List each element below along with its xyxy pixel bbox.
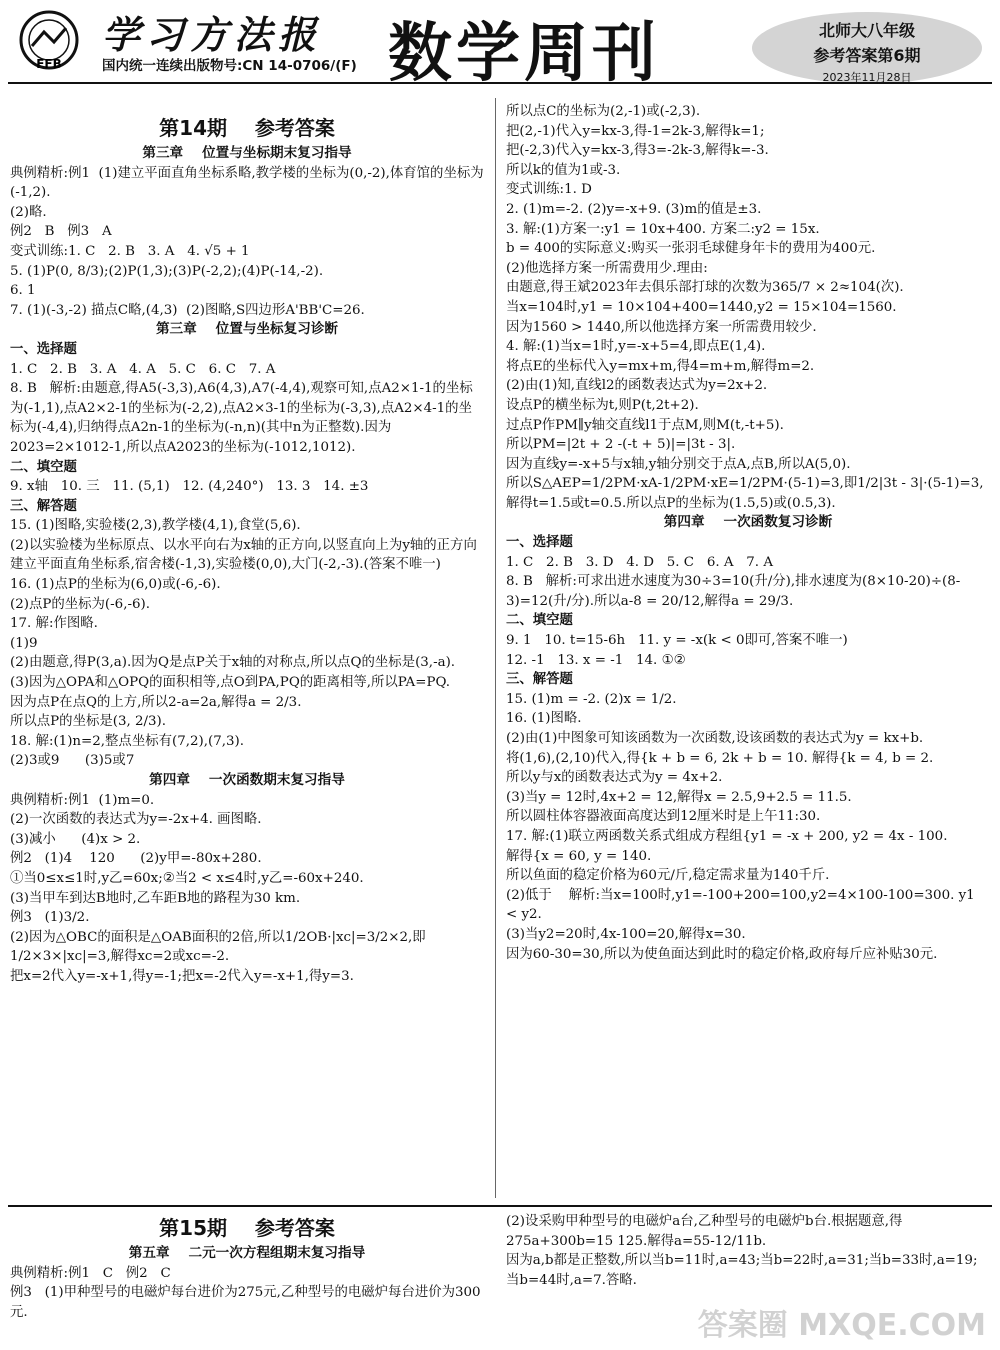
answer-paragraph: 9. x轴 10. 三 11. (5,1) 12. (4,240°) 13. 3 14. ±3: [10, 479, 369, 495]
edition-issue: 参考答案第6期: [813, 46, 921, 65]
answer-paragraph: 解得{x = 60, y = 140.: [506, 848, 652, 864]
answer-paragraph: 例3 (1)3/2.: [10, 910, 90, 926]
answer-paragraph: 例2 (1)4 120 (2)y甲=-80x+280.: [10, 851, 262, 867]
section-title: 第14期 参考答案: [159, 116, 335, 140]
subsection-heading: 二、填空题: [10, 459, 77, 475]
answer-paragraph: 所以圆柱体容器液面高度达到12厘米时是上午11:30.: [506, 809, 821, 825]
answer-paragraph: (2)因为△OBC的面积是△OAB面积的2倍,所以1/2OB·|xc|=3/2×2,即1/2×3×|xc|=3,解得xc=2或xc=-2.: [10, 929, 426, 965]
answer-paragraph: 所以鱼面的稳定价格为60元/斤,稳定需求量为140千斤.: [506, 868, 830, 884]
answer-paragraph: (3)当甲车到达B地时,乙车距B地的路程为30 km.: [10, 890, 301, 906]
chapter-heading: 第三章 位置与坐标期末复习指导: [142, 145, 352, 161]
answer-paragraph: 3. 解:(1)方案一:y1 = 10x+400. 方案二:y2 = 15x.: [506, 221, 820, 237]
answer-paragraph: 所以y与x的函数表达式为y = 4x+2.: [506, 770, 723, 786]
answer-paragraph: 所以PM=|2t + 2 -(-t + 5)|=|3t - 3|.: [506, 437, 736, 453]
answer-paragraph: (2)一次函数的表达式为y=-2x+4. 画图略.: [10, 812, 262, 828]
answer-paragraph: (2)由题意,得P(3,a).因为Q是点P关于x轴的对称点,所以点Q的坐标是(3,-a).: [10, 655, 456, 671]
answer-paragraph: (1)9: [10, 635, 38, 651]
answer-paragraph: 4. 解:(1)当x=1时,y=-x+5=4,即点E(1,4).: [506, 339, 766, 355]
answer-paragraph: 所以点C的坐标为(2,-1)或(-2,3).: [506, 104, 701, 119]
answer-paragraph: 所以S△AEP=1/2PM·xA-1/2PM·xE=1/2PM·(5-1)=3,即1/2|3t - 3|·(5-1)=3,解得t=1.5或t=0.5.所以点P的坐标为(1.5,5)或(0.5,3).: [506, 476, 984, 511]
edition-date: 2023年11月28日: [822, 71, 912, 84]
issn-line: 国内统一连续出版物号:CN 14-0706/(F): [102, 58, 357, 74]
answer-paragraph: 设点P的横坐标为t,则P(t,2t+2).: [506, 397, 699, 413]
answer-paragraph: 将(1,6),(2,10)代入,得{k + b = 6, 2k + b = 10. 解得{k = 4, b = 2.: [506, 750, 934, 766]
answer-paragraph: 例2 B 例3 A: [10, 224, 112, 240]
paper-title: 数学周刊: [388, 17, 660, 91]
answer-paragraph: 9. 1 10. t=15-6h 11. y = -x(k < 0即可,答案不唯一): [506, 633, 848, 649]
answer-paragraph: 因为直线y=-x+5与x轴,y轴分别交于点A,点B,所以A(5,0).: [506, 456, 851, 472]
answer-paragraph: 2. (1)m=-2. (2)y=-x+9. (3)m的值是±3.: [506, 201, 762, 217]
answer-paragraph: (2)低于 解析:当x=100时,y1=-100+200=100,y2=4×100-100=300. y1 < y2.: [506, 887, 979, 923]
answer-paragraph: 因为a,b都是正整数,所以当b=11时,a=43;当b=22时,a=31;当b=33时,a=19;当b=44时,a=7.答略.: [506, 1253, 978, 1288]
subsection-heading: 三、解答题: [506, 672, 573, 688]
answer-paragraph: 所以k的值为1或-3.: [506, 162, 621, 178]
answer-paragraph: 12. -1 13. x = -1 14. ①②: [506, 652, 686, 668]
answer-paragraph: 把(-2,3)代入y=kx-3,得3=-2k-3,解得k=-3.: [506, 143, 769, 159]
answer-paragraph: 17. 解:(1)联立两函数关系式组成方程组{y1 = -x + 200, y2 = 4x - 100.: [506, 828, 948, 844]
answer-paragraph: 因为点P在点Q的上方,所以2-a=2a,解得a = 2/3.: [10, 694, 302, 710]
subsection-heading: 一、选择题: [10, 341, 77, 357]
svg-text:FFB: FFB: [36, 57, 62, 71]
answer-paragraph: 8. B 解析:由题意,得A5(-3,3),A6(4,3),A7(-4,4),观察可知,点A2×1-1的坐标为(-1,1),点A2×2-1的坐标为(-2,2),点A2×3-1的坐标为(-3,3),点A2×4-1的坐标为(-4,4),归纳得点A2n-1的坐标为(-n,n)(其中n为正整数).因为2023=2×1012-1,所以点A2023的坐标为(-1012,1012).: [10, 381, 473, 455]
answer-paragraph: 1. C 2. B 3. D 4. D 5. C 6. A 7. A: [506, 554, 773, 570]
chapter-heading: 第四章 一次函数期末复习指导: [149, 772, 345, 788]
answer-paragraph: 典例精析:例1 (1)建立平面直角坐标系略,教学楼的坐标为(0,-2),体育馆的坐标为(-1,2).: [10, 165, 484, 201]
answer-paragraph: 5. (1)P(0, 8/3);(2)P(1,3);(3)P(-2,2);(4)P(-14,-2).: [10, 263, 324, 279]
answer-paragraph: 15. (1)图略,实验楼(2,3),教学楼(4,1),食堂(5,6).: [10, 518, 301, 534]
answer-paragraph: 1. C 2. B 3. A 4. A 5. C 6. C 7. A: [10, 361, 276, 377]
edition-grade: 北师大八年级: [818, 21, 915, 40]
answer-paragraph: (3)当y = 12时,4x+2 = 12,解得x = 2.5,9+2.5 = 11.5.: [506, 789, 852, 805]
subsection-heading: 二、填空题: [506, 613, 573, 629]
bottom-left-column: [10, 1212, 484, 1322]
answer-paragraph: (3)因为△OPA和△OPQ的面积相等,点O到PA,PQ的距离相等,所以PA=PQ.: [10, 675, 451, 691]
answer-paragraph: ①当0≤x≤1时,y乙=60x;②当2 < x≤4时,y乙=-60x+240.: [10, 870, 364, 886]
chapter-heading: 第四章 一次函数复习诊断: [663, 514, 833, 531]
answer-paragraph: 18. 解:(1)n=2,整点坐标有(7,2),(7,3).: [10, 733, 244, 749]
answer-paragraph: 因为1560 > 1440,所以他选择方案一所需费用较少.: [506, 319, 817, 335]
section-title: 第15期 参考答案: [159, 1216, 335, 1240]
answer-paragraph: 当x=104时,y1 = 10×104+400=1440,y2 = 15×104=1560.: [506, 299, 897, 315]
subsection-heading: 三、解答题: [10, 498, 77, 514]
chapter-heading: 第五章 二元一次方程组期末复习指导: [128, 1245, 366, 1261]
answer-paragraph: 17. 解:作图略.: [10, 616, 98, 632]
masthead-rule: [8, 82, 992, 84]
subsection-heading: 一、选择题: [506, 535, 573, 551]
chapter-heading: 第三章 位置与坐标复习诊断: [155, 321, 339, 338]
answer-paragraph: 7. (1)(-3,-2) 描点C略,(4,3) (2)图略,S四边形A'BB'C=26.: [10, 302, 365, 318]
answer-paragraph: (2)3或9 (3)5或7: [10, 753, 135, 769]
answer-paragraph: (2)点P的坐标为(-6,-6).: [10, 596, 150, 612]
answer-paragraph: 变式训练:1. D: [506, 182, 592, 198]
edition-badge: [752, 12, 982, 84]
answer-paragraph: 由题意,得王斌2023年去俱乐部打球的次数为365/7 × 2≈104(次).: [506, 280, 904, 296]
left-column: [10, 112, 484, 987]
section-divider: [8, 1205, 992, 1207]
answer-paragraph: 8. B 解析:可求出进水速度为30÷3=10(升/分),排水速度为(8×10-20)÷(8-3)=12(升/分).所以a-8 = 20/12,解得a = 29/3.: [506, 574, 961, 609]
brand-name: 学习方法报: [102, 12, 323, 57]
answer-paragraph: 把(2,-1)代入y=kx-3,得-1=2k-3,解得k=1;: [506, 123, 765, 139]
answer-paragraph: (2)略.: [10, 204, 47, 220]
answer-paragraph: 将点E的坐标代入y=mx+m,得4=m+m,解得m=2.: [506, 358, 815, 374]
answer-paragraph: 把x=2代入y=-x+1,得y=-1;把x=-2代入y=-x+1,得y=3.: [10, 968, 354, 984]
answer-paragraph: (2)由(1)知,直线l2的函数表达式为y=2x+2.: [506, 378, 768, 394]
watermark: 答案圈 MXQE.COM: [697, 1308, 986, 1343]
answer-paragraph: 典例精析:例1 C 例2 C: [10, 1265, 171, 1281]
answer-paragraph: (2)他选择方案一所需费用少.理由:: [506, 260, 708, 276]
answer-paragraph: b = 400的实际意义:购买一张羽毛球健身年卡的费用为400元.: [506, 241, 876, 257]
answer-paragraph: (2)以实验楼为坐标原点、以水平向右为x轴的正方向,以竖直向上为y轴的正方向建立平面直角坐标系,宿舍楼(-1,3),实验楼(0,0),大门(-2,-3).(答案不唯一): [10, 537, 477, 573]
answer-paragraph: (2)设采购甲种型号的电磁炉a台,乙种型号的电磁炉b台.根据题意,得275a+300b=15 125.解得a=55-12/11b.: [506, 1214, 903, 1249]
answer-paragraph: (3)当y2=20时,4x-100=20,解得x=30.: [506, 926, 746, 942]
newspaper-logo-icon: [14, 10, 84, 72]
answer-paragraph: 15. (1)m = -2. (2)x = 1/2.: [506, 691, 677, 707]
answer-paragraph: 6. 1: [10, 283, 36, 299]
answer-paragraph: 例3 (1)甲种型号的电磁炉每台进价为275元,乙种型号的电磁炉每台进价为300元.: [10, 1285, 481, 1320]
answer-paragraph: (2)由(1)中图象可知该函数为一次函数,设该函数的表达式为y = kx+b.: [506, 731, 924, 746]
bottom-right-column: [506, 1212, 990, 1290]
masthead: [0, 0, 1000, 92]
column-divider: [495, 98, 496, 1198]
answer-paragraph: 所以点P的坐标是(3, 2/3).: [10, 714, 167, 730]
answer-paragraph: (3)减小 (4)x > 2.: [10, 831, 141, 847]
answer-paragraph: 16. (1)点P的坐标为(6,0)或(-6,-6).: [10, 577, 221, 593]
answer-paragraph: 16. (1)图略.: [506, 711, 582, 727]
right-column: [506, 102, 990, 964]
answer-paragraph: 变式训练:1. C 2. B 3. A 4. √5 + 1: [10, 243, 250, 259]
answer-paragraph: 典例精析:例1 (1)m=0.: [10, 792, 155, 808]
answer-paragraph: 因为60-30=30,所以为使鱼面达到此时的稳定价格,政府每斤应补贴30元.: [506, 946, 938, 962]
answer-paragraph: 过点P作PM∥y轴交直线l1于点M,则M(t,-t+5).: [506, 417, 784, 433]
